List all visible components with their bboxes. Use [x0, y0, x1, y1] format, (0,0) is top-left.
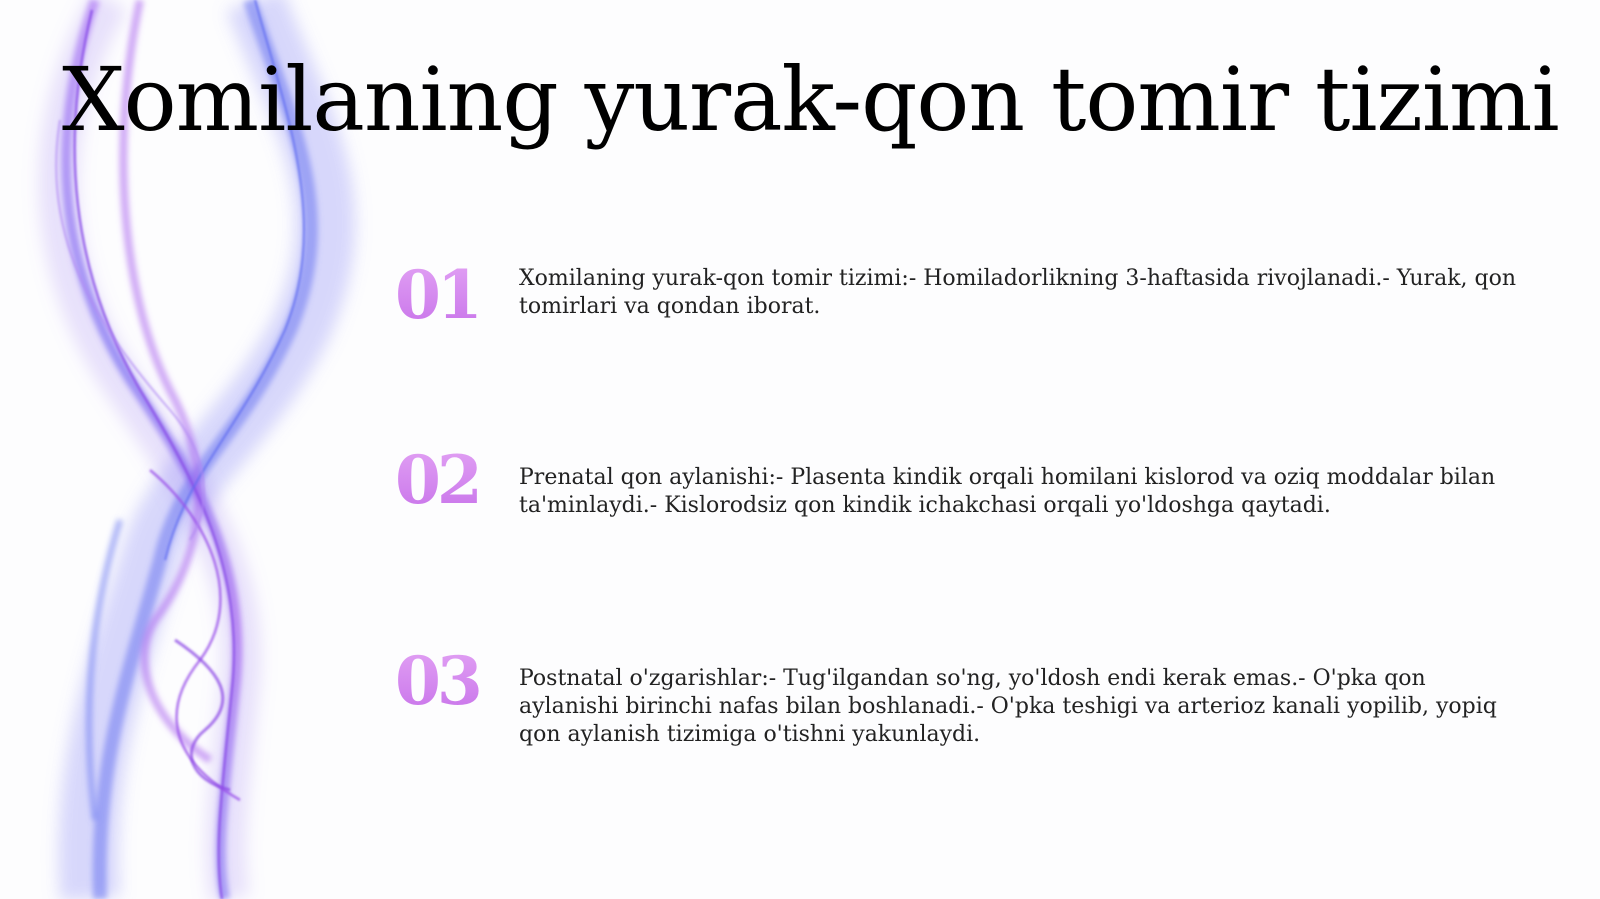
- item-number: 03: [395, 645, 495, 717]
- item-number: 02: [395, 444, 495, 516]
- item-text: Xomilaning yurak-qon tomir tizimi:- Homiladorlikning 3-haftasida rivojlanadi.- Yurak, qon tomirlari va qondan iborat.: [519, 266, 1517, 319]
- item-text: Postnatal o'zgarishlar:- Tug'ilgandan so'ng, yo'ldosh endi kerak emas.- O'pka qon aylanishi birinchi nafas bilan boshlanadi.- O'pka teshigi va arterioz kanali yopilib, yopiq qon aylanish tizimiga o'tishni yakunlaydi.: [519, 666, 1497, 747]
- item-number: 01: [395, 259, 495, 331]
- slide-title: Xomilaning yurak-qon tomir tizimi: [62, 48, 1559, 151]
- item-text: Prenatal qon aylanishi:- Plasenta kindik orqali homilani kislorod va oziq moddalar bilan ta'minlaydi.- Kislorodsiz qon kindik ichakchasi orqali yo'ldoshga qaytadi.: [519, 465, 1496, 518]
